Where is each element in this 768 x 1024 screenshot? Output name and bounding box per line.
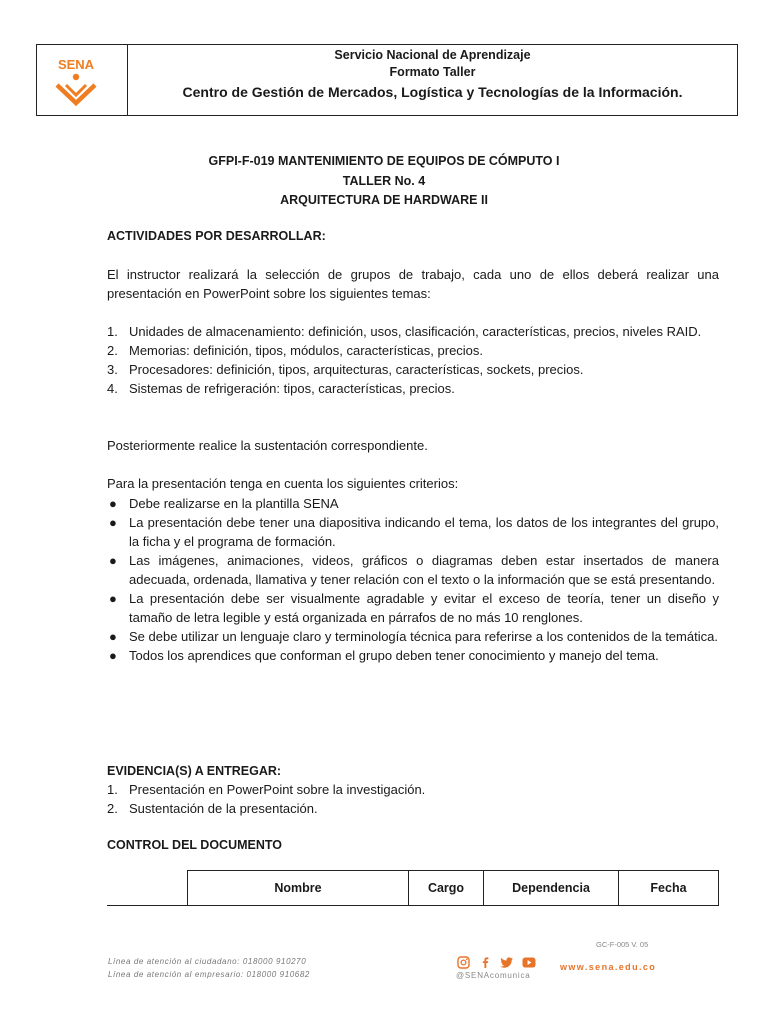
svg-text:SENA: SENA	[57, 57, 95, 72]
activities-intro: El instructor realizará la selección de grupos de trabajo, cada uno de ellos deberá realizar una presentación en PowerPoint sobre los siguientes temas:	[107, 267, 719, 301]
business-line: Línea de atención al empresario: 018000 910682	[108, 970, 310, 979]
criteria-intro: Para la presentación tenga en cuenta los siguientes criterios:	[107, 476, 459, 491]
column-nombre: Nombre	[188, 871, 409, 906]
document-titles	[0, 152, 768, 211]
bullet-icon: ●	[109, 648, 117, 663]
bullet-icon: ●	[109, 553, 117, 568]
youtube-icon[interactable]	[522, 955, 536, 969]
column-dependencia: Dependencia	[484, 871, 619, 906]
list-item: 1. Presentación en PowerPoint sobre la investigación.	[107, 782, 426, 797]
list-item: ● Se debe utilizar un lenguaje claro y terminología técnica para referirse a los contenidos de la temática.	[109, 629, 718, 644]
list-item: 4. Sistemas de refrigeración: tipos, características, precios.	[107, 381, 455, 396]
list-item: ● Las imágenes, animaciones, videos, gráficos o diagramas deben estar insertados de manera adecuada, ordenada, llamativa y tener relación con el texto o la información que se está presentando.	[109, 553, 719, 587]
list-item: ● La presentación debe tener una diapositiva indicando el tema, los datos de los integrantes del grupo, la ficha y el programa de formación.	[109, 515, 719, 549]
list-item: 2. Sustentación de la presentación.	[107, 801, 318, 816]
header-text	[128, 47, 737, 102]
bullet-icon: ●	[109, 496, 117, 511]
evidence-list	[107, 780, 719, 818]
list-item: ● La presentación debe ser visualmente agradable y evitar el exceso de teoría, tener un diseño y tamaño de letra legible y está organizada en párrafos de no más 10 renglones.	[109, 591, 719, 625]
form-code: GC-F-005 V. 05	[596, 940, 649, 949]
activities-heading: ACTIVIDADES POR DESARROLLAR:	[107, 229, 326, 243]
institution-name: Servicio Nacional de Aprendizaje	[334, 48, 531, 62]
evidence-heading: EVIDENCIA(S) A ENTREGAR:	[107, 764, 282, 778]
column-cargo: Cargo	[409, 871, 484, 906]
list-item: ● Debe realizarse en la plantilla SENA	[109, 496, 339, 511]
footer-contact	[108, 955, 310, 981]
list-item: 1. Unidades de almacenamiento: definición, usos, clasificación, características, precios, niveles RAID.	[107, 324, 702, 339]
criteria-list	[107, 494, 719, 665]
social-icons	[456, 955, 536, 969]
topics-list	[107, 322, 719, 398]
facebook-icon[interactable]	[478, 955, 492, 969]
bullet-icon: ●	[109, 515, 117, 530]
bullet-icon: ●	[109, 629, 117, 644]
format-name: Formato Taller	[389, 65, 476, 79]
column-fecha: Fecha	[619, 871, 719, 906]
list-item: 2. Memorias: definición, tipos, módulos, características, precios.	[107, 343, 484, 358]
course-title: GFPI-F-019 MANTENIMIENTO DE EQUIPOS DE CÓMPUTO I	[208, 154, 560, 168]
bullet-icon: ●	[109, 591, 117, 606]
citizen-line: Línea de atención al ciudadano: 018000 910270	[108, 957, 307, 966]
workshop-number: TALLER No. 4	[342, 173, 426, 188]
instagram-icon[interactable]	[456, 955, 470, 969]
table-blank-cell	[107, 871, 188, 906]
presentation-followup: Posteriormente realice la sustentación correspondiente.	[107, 438, 428, 453]
table-row	[107, 871, 719, 906]
social-handle: @SENAcomunica	[456, 971, 531, 980]
sena-logo	[49, 55, 103, 107]
list-item: ● Todos los aprendices que conforman el grupo deben tener conocimiento y manejo del tema.	[109, 648, 659, 663]
center-name: Centro de Gestión de Mercados, Logística y Tecnologías de la Información.	[182, 84, 683, 100]
workshop-topic: ARQUITECTURA DE HARDWARE II	[280, 193, 488, 207]
website-link[interactable]: www.sena.edu.co	[560, 962, 657, 972]
control-heading: CONTROL DEL DOCUMENTO	[107, 838, 283, 852]
control-table	[107, 870, 719, 906]
document-header	[36, 44, 738, 116]
twitter-icon[interactable]	[500, 955, 514, 969]
list-item: 3. Procesadores: definición, tipos, arquitecturas, características, sockets, precios.	[107, 362, 584, 377]
